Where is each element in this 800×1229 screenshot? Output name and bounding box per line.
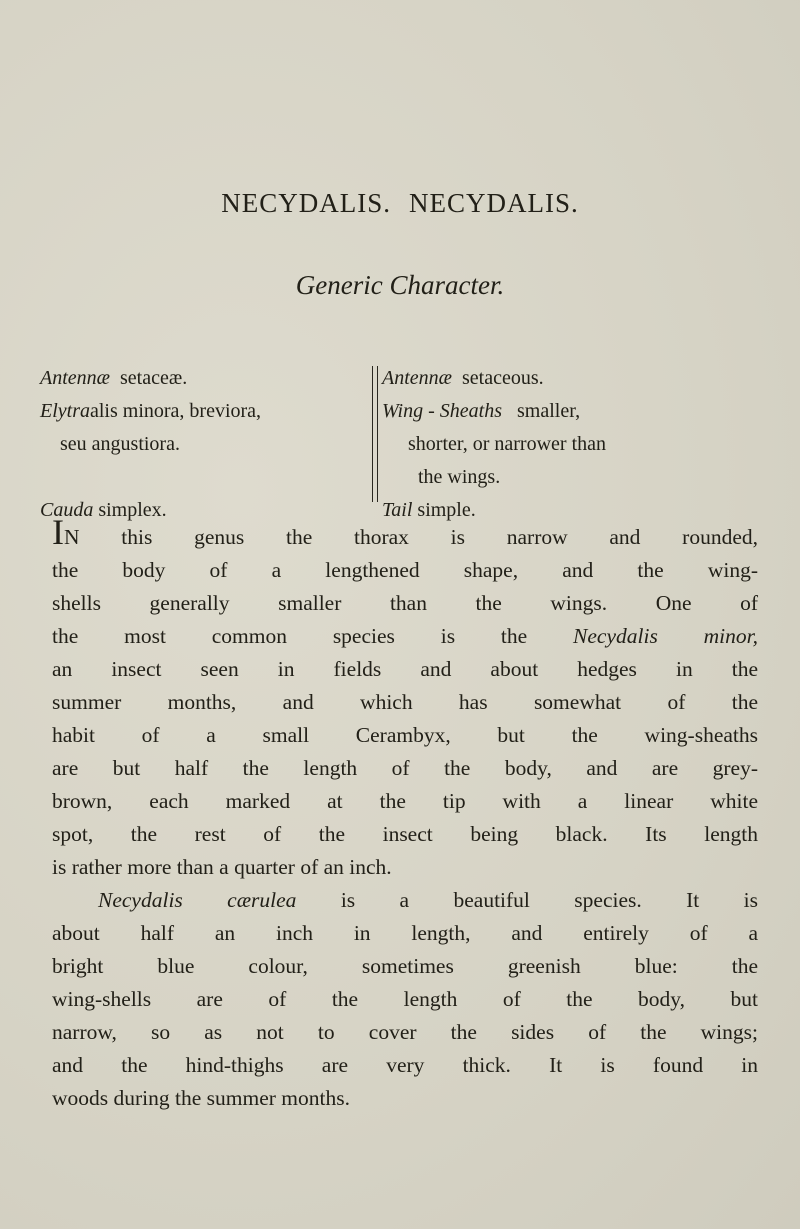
latin-character-column <box>40 362 370 527</box>
english-antennae-desc: setaceous. <box>462 367 544 389</box>
text-line: IN this genus the thorax is narrow and rounded, <box>52 512 758 552</box>
latin-cauda-term: Cauda <box>40 499 94 521</box>
running-head-latin: NECYDALIS. <box>221 188 391 218</box>
column-divider-rule <box>372 366 373 502</box>
latin-antennae-desc: setaceæ. <box>120 367 188 389</box>
drop-cap: I <box>52 512 64 552</box>
text-line: bright blue colour, sometimes greenish blue: the <box>52 954 758 978</box>
english-antennae-term: Antennæ <box>382 367 452 389</box>
text-line: habit of a small Cerambyx, but the wing-sheaths <box>52 723 758 747</box>
spacer <box>40 461 370 494</box>
latin-antennae-line <box>40 362 370 395</box>
text-line: and the hind-thighs are very thick. It is found in <box>52 1053 758 1077</box>
paragraph-1 <box>52 512 759 884</box>
text-line: Necydalis cærulea is a beautiful species. It is <box>98 888 758 912</box>
english-wing-line <box>382 395 762 428</box>
english-tail-term: Tail <box>382 499 413 521</box>
latin-antennae-term: Antennæ <box>40 367 110 389</box>
text-line: the most common species is the Necydalis minor, <box>52 624 759 648</box>
column-divider-rule <box>377 366 378 502</box>
text-line: about half an inch in length, and entirely of a <box>52 921 758 945</box>
english-wing-desc: smaller, <box>517 400 581 422</box>
english-wing-line3: the wings. <box>418 466 501 488</box>
running-head <box>0 188 800 219</box>
text-line: narrow, so as not to cover the sides of the wings; <box>52 1020 758 1044</box>
section-subtitle: Generic Character. <box>295 270 505 300</box>
text-line: the body of a lengthened shape, and the wing- <box>52 558 758 582</box>
english-wing-term: Wing - Sheaths <box>382 400 502 422</box>
latin-elytra-term: Elytra <box>40 400 90 422</box>
latin-elytra-desc: alis minora, breviora, <box>90 400 262 422</box>
english-wing-line2: shorter, or narrower than <box>408 433 607 455</box>
english-antennae-line <box>382 362 762 395</box>
text-line: shells generally smaller than the wings. One of <box>52 591 758 615</box>
latin-elytra-line2: seu angustiora. <box>60 433 180 455</box>
latin-cauda-desc: simplex. <box>98 499 167 521</box>
latin-elytra-line <box>40 395 370 428</box>
text-line: woods during the summer months. <box>52 1086 350 1110</box>
text-line: wing-shells are of the length of the body, but <box>52 987 758 1011</box>
text-line: summer months, and which has somewhat of the <box>52 690 758 714</box>
running-head-english: NECYDALIS. <box>409 188 579 218</box>
english-tail-desc: simple. <box>417 499 476 521</box>
body-text <box>52 512 759 1115</box>
text-line: brown, each marked at the tip with a linear white <box>52 789 758 813</box>
text-line: an insect seen in fields and about hedges in the <box>52 657 758 681</box>
paragraph-2 <box>52 884 758 1115</box>
species-name: Necydalis minor, <box>573 624 759 648</box>
text-line: spot, the rest of the insect being black. Its length <box>52 822 758 846</box>
text-line: is rather more than a quarter of an inch. <box>52 855 392 879</box>
english-character-column <box>382 362 762 527</box>
species-name: Necydalis cærulea <box>98 888 297 912</box>
text-line: are but half the length of the body, and are grey- <box>52 756 758 780</box>
